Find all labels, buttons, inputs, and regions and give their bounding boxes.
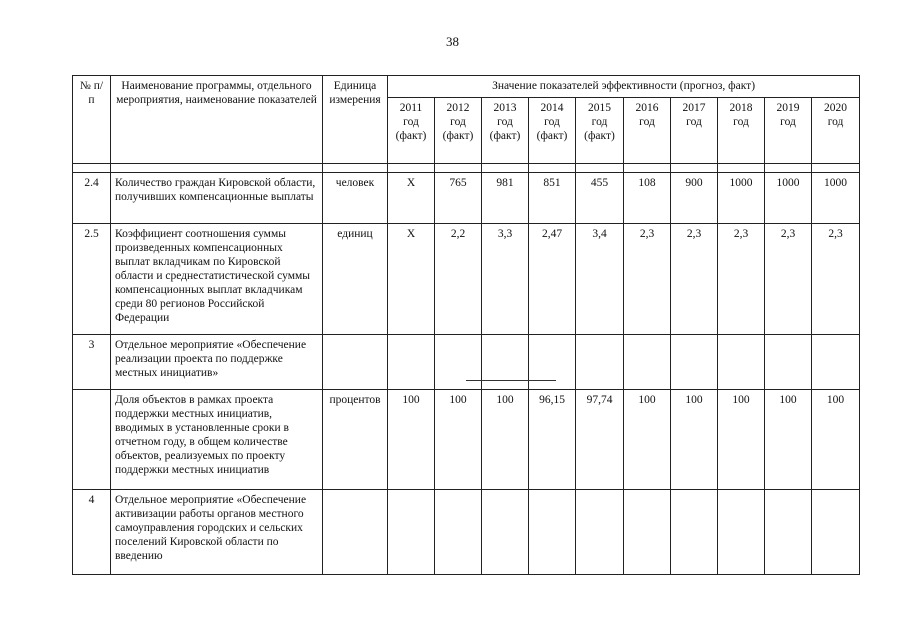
row-value <box>529 335 576 390</box>
row-value <box>624 490 671 575</box>
row-value: 1000 <box>718 173 765 224</box>
row-value: X <box>388 224 435 335</box>
table-row <box>73 490 860 575</box>
row-unit <box>323 335 388 390</box>
table-row <box>73 335 860 390</box>
header-year: 2014 год (факт) <box>529 98 576 164</box>
row-value: 96,15 <box>529 390 576 490</box>
row-value: 100 <box>482 390 529 490</box>
header-spacer-row <box>73 164 860 173</box>
row-value: 2,3 <box>812 224 860 335</box>
header-row <box>73 76 860 98</box>
row-unit: человек <box>323 173 388 224</box>
row-num: 3 <box>73 335 111 390</box>
row-value <box>388 490 435 575</box>
row-value: 100 <box>718 390 765 490</box>
row-num: 2.4 <box>73 173 111 224</box>
row-value <box>388 335 435 390</box>
row-value <box>482 490 529 575</box>
row-value: 3,4 <box>576 224 624 335</box>
handwritten-stroke <box>466 380 556 381</box>
table-row <box>73 390 860 490</box>
row-value: 900 <box>671 173 718 224</box>
row-value: X <box>388 173 435 224</box>
header-year: 2018 год <box>718 98 765 164</box>
header-values-group: Значение показателей эффективности (прогноз, факт) <box>388 76 860 98</box>
row-value <box>812 490 860 575</box>
header-year: 2011 год (факт) <box>388 98 435 164</box>
row-value <box>435 490 482 575</box>
row-value: 2,2 <box>435 224 482 335</box>
row-num: 2.5 <box>73 224 111 335</box>
row-value: 100 <box>812 390 860 490</box>
row-name: Коэффициент соотношения суммы произведенных компенсационных выплат вкладчикам по Кировской области и среднестатистической суммы компенсационных выплат вкладчикам среди 80 регионов Российской Федерации <box>111 224 323 335</box>
header-year: 2013 год (факт) <box>482 98 529 164</box>
row-value <box>671 335 718 390</box>
row-value <box>576 335 624 390</box>
row-value: 3,3 <box>482 224 529 335</box>
header-year: 2019 год <box>765 98 812 164</box>
row-value: 108 <box>624 173 671 224</box>
row-value <box>718 335 765 390</box>
header-year: 2015 год (факт) <box>576 98 624 164</box>
row-unit: процентов <box>323 390 388 490</box>
row-value <box>812 335 860 390</box>
row-value <box>529 490 576 575</box>
row-value: 2,3 <box>624 224 671 335</box>
row-value: 100 <box>388 390 435 490</box>
row-value: 2,47 <box>529 224 576 335</box>
row-value: 2,3 <box>718 224 765 335</box>
row-name: Доля объектов в рамках проекта поддержки местных инициатив, вводимых в установленные сроки в отчетном году, в общем количестве объектов, реализуемых по проекту поддержки местных инициатив <box>111 390 323 490</box>
row-num: 4 <box>73 490 111 575</box>
row-unit: единиц <box>323 224 388 335</box>
row-value <box>435 335 482 390</box>
header-num: № п/п <box>73 76 111 164</box>
page-number: 38 <box>446 34 459 49</box>
row-value <box>624 335 671 390</box>
row-value: 2,3 <box>765 224 812 335</box>
row-value <box>718 490 765 575</box>
row-unit <box>323 490 388 575</box>
row-value: 100 <box>671 390 718 490</box>
row-value: 2,3 <box>671 224 718 335</box>
row-name: Количество граждан Кировской области, получивших компенсационные выплаты <box>111 173 323 224</box>
row-name: Отдельное мероприятие «Обеспечение реализации проекта по поддержке местных инициатив» <box>111 335 323 390</box>
row-value: 765 <box>435 173 482 224</box>
header-name: Наименование программы, отдельного мероприятия, наименование показателей <box>111 76 323 164</box>
row-value <box>765 335 812 390</box>
header-year: 2016 год <box>624 98 671 164</box>
header-year: 2020 год <box>812 98 860 164</box>
row-num <box>73 390 111 490</box>
row-name: Отдельное мероприятие «Обеспечение активизации работы органов местного самоуправления городских и сельских поселений Кировской области по введению <box>111 490 323 575</box>
row-value: 1000 <box>765 173 812 224</box>
row-value <box>765 490 812 575</box>
row-value: 455 <box>576 173 624 224</box>
row-value: 981 <box>482 173 529 224</box>
header-year: 2012 год (факт) <box>435 98 482 164</box>
row-value <box>482 335 529 390</box>
table-row <box>73 224 860 335</box>
table-row <box>73 173 860 224</box>
row-value: 851 <box>529 173 576 224</box>
header-year: 2017 год <box>671 98 718 164</box>
header-unit: Единица измерения <box>323 76 388 164</box>
row-value: 1000 <box>812 173 860 224</box>
row-value: 97,74 <box>576 390 624 490</box>
row-value: 100 <box>765 390 812 490</box>
indicators-table <box>72 75 860 575</box>
row-value <box>671 490 718 575</box>
row-value <box>576 490 624 575</box>
row-value: 100 <box>435 390 482 490</box>
row-value: 100 <box>624 390 671 490</box>
